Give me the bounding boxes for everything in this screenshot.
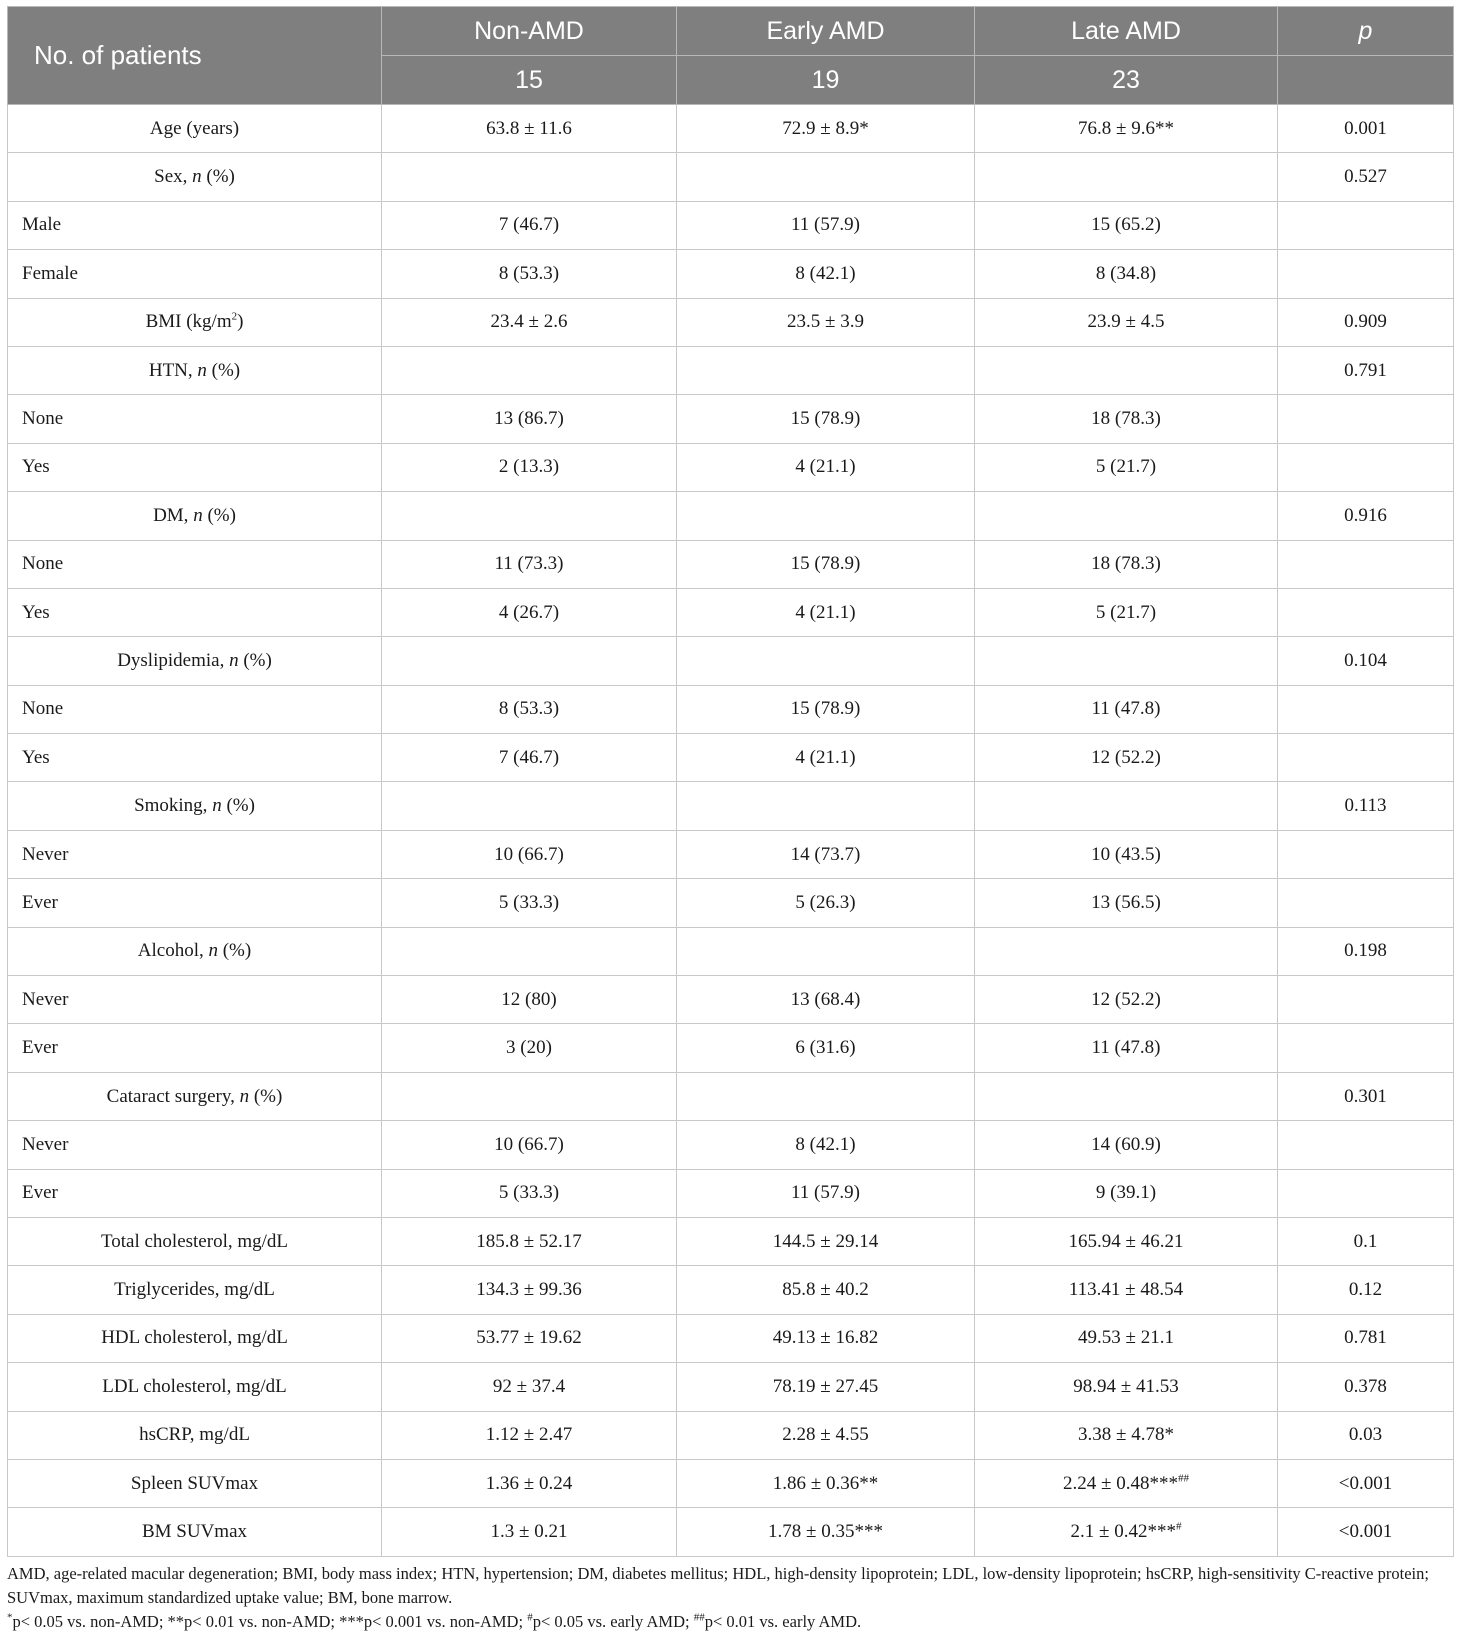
cell-p-value: 0.301 bbox=[1278, 1072, 1454, 1120]
note-text: p< 0.05 vs. early AMD; bbox=[532, 1611, 694, 1631]
patient-characteristics-table bbox=[7, 6, 1454, 1557]
cell-non-amd: 3 (20) bbox=[382, 1024, 677, 1072]
row-label bbox=[8, 782, 382, 830]
cell-p-value bbox=[1278, 588, 1454, 636]
label-text: (%) bbox=[249, 1085, 283, 1107]
label-italic: n bbox=[208, 940, 218, 962]
cell-early-amd bbox=[677, 1072, 975, 1120]
header-n-early-amd: 19 bbox=[677, 56, 975, 105]
cell-early-amd bbox=[677, 153, 975, 201]
table-row bbox=[8, 1121, 1454, 1169]
row-label: Female bbox=[8, 250, 382, 298]
cell-late-amd bbox=[975, 782, 1278, 830]
cell-p-value: <0.001 bbox=[1278, 1459, 1454, 1507]
cell-late-amd: 49.53 ± 21.1 bbox=[975, 1314, 1278, 1362]
row-label: Never bbox=[8, 830, 382, 878]
cell-p-value: 0.527 bbox=[1278, 153, 1454, 201]
cell-late-amd: 15 (65.2) bbox=[975, 201, 1278, 249]
cell-late-amd bbox=[975, 1072, 1278, 1120]
cell-early-amd: 23.5 ± 3.9 bbox=[677, 298, 975, 346]
cell-non-amd: 12 (80) bbox=[382, 976, 677, 1024]
label-text: Dyslipidemia, bbox=[117, 649, 230, 671]
cell-non-amd: 1.36 ± 0.24 bbox=[382, 1459, 677, 1507]
table-row bbox=[8, 443, 1454, 491]
cell-late-amd bbox=[975, 927, 1278, 975]
cell-late-amd: 10 (43.5) bbox=[975, 830, 1278, 878]
cell-late-amd: 5 (21.7) bbox=[975, 443, 1278, 491]
cell-early-amd bbox=[677, 346, 975, 394]
row-label: Ever bbox=[8, 1169, 382, 1217]
cell-p-value bbox=[1278, 734, 1454, 782]
cell-early-amd: 15 (78.9) bbox=[677, 395, 975, 443]
row-label bbox=[8, 637, 382, 685]
label-italic: n bbox=[212, 795, 222, 817]
cell-early-amd bbox=[677, 927, 975, 975]
cell-value: 2.1 ± 0.42*** bbox=[1070, 1521, 1176, 1543]
label-text: (%) bbox=[202, 504, 236, 526]
cell-p-value bbox=[1278, 879, 1454, 927]
row-label: Never bbox=[8, 976, 382, 1024]
header-group-late-amd: Late AMD bbox=[975, 7, 1278, 56]
row-label: Never bbox=[8, 1121, 382, 1169]
cell-late-amd bbox=[975, 153, 1278, 201]
cell-non-amd bbox=[382, 346, 677, 394]
cell-late-amd: 11 (47.8) bbox=[975, 685, 1278, 733]
cell-early-amd: 8 (42.1) bbox=[677, 250, 975, 298]
row-label: None bbox=[8, 540, 382, 588]
cell-late-amd: 18 (78.3) bbox=[975, 540, 1278, 588]
cell-non-amd: 1.12 ± 2.47 bbox=[382, 1411, 677, 1459]
cell-p-value: 0.001 bbox=[1278, 105, 1454, 153]
table-row bbox=[8, 153, 1454, 201]
cell-late-amd: 3.38 ± 4.78* bbox=[975, 1411, 1278, 1459]
label-text: (%) bbox=[206, 359, 241, 381]
cell-early-amd: 78.19 ± 27.45 bbox=[677, 1363, 975, 1411]
table-row bbox=[8, 540, 1454, 588]
label-text: (%) bbox=[217, 940, 252, 962]
label-text: DM, bbox=[153, 504, 194, 526]
table-row bbox=[8, 1314, 1454, 1362]
abbreviations-note: AMD, age-related macular degeneration; BMI, body mass index; HTN, hypertension; DM, diabetes mellitus; HDL, high-density lipoprotein; LDL, low-density lipoprotein; hsCRP, high-sensitivity C-reactive protein; SUVmax, maximum standardized uptake value; BM, bone marrow. bbox=[7, 1563, 1429, 1607]
cell-non-amd: 4 (26.7) bbox=[382, 588, 677, 636]
row-label: LDL cholesterol, mg/dL bbox=[8, 1363, 382, 1411]
row-label: None bbox=[8, 685, 382, 733]
label-text: HTN, bbox=[148, 359, 198, 381]
row-label: BM SUVmax bbox=[8, 1508, 382, 1556]
row-label bbox=[8, 1072, 382, 1120]
cell-early-amd: 1.78 ± 0.35*** bbox=[677, 1508, 975, 1556]
table-row bbox=[8, 346, 1454, 394]
cell-early-amd: 144.5 ± 29.14 bbox=[677, 1217, 975, 1265]
cell-early-amd bbox=[677, 637, 975, 685]
label-italic: n bbox=[197, 359, 207, 381]
row-label: Yes bbox=[8, 734, 382, 782]
label-superscript: 2 bbox=[231, 310, 238, 323]
header-group-early-amd: Early AMD bbox=[677, 7, 975, 56]
cell-early-amd: 5 (26.3) bbox=[677, 879, 975, 927]
row-label: Ever bbox=[8, 879, 382, 927]
label-italic: n bbox=[239, 1085, 250, 1107]
cell-early-amd: 6 (31.6) bbox=[677, 1024, 975, 1072]
cell-early-amd: 1.86 ± 0.36** bbox=[677, 1459, 975, 1507]
cell-p-value bbox=[1278, 1024, 1454, 1072]
cell-non-amd bbox=[382, 153, 677, 201]
cell-p-value: 0.916 bbox=[1278, 492, 1454, 540]
cell-p-value bbox=[1278, 201, 1454, 249]
cell-late-amd: 5 (21.7) bbox=[975, 588, 1278, 636]
row-label bbox=[8, 346, 382, 394]
cell-non-amd: 5 (33.3) bbox=[382, 1169, 677, 1217]
cell-p-value bbox=[1278, 443, 1454, 491]
label-italic: n bbox=[229, 649, 239, 671]
label-text: Sex, bbox=[154, 166, 193, 188]
table-row bbox=[8, 105, 1454, 153]
cell-p-value bbox=[1278, 540, 1454, 588]
cell-non-amd: 7 (46.7) bbox=[382, 734, 677, 782]
cell-non-amd: 2 (13.3) bbox=[382, 443, 677, 491]
row-label: Yes bbox=[8, 443, 382, 491]
table-row bbox=[8, 588, 1454, 636]
cell-p-value: 0.378 bbox=[1278, 1363, 1454, 1411]
table-row bbox=[8, 1024, 1454, 1072]
cell-late-amd: 11 (47.8) bbox=[975, 1024, 1278, 1072]
cell-late-amd bbox=[975, 1459, 1278, 1507]
table-row bbox=[8, 1508, 1454, 1556]
cell-p-value bbox=[1278, 685, 1454, 733]
cell-non-amd: 5 (33.3) bbox=[382, 879, 677, 927]
cell-non-amd: 134.3 ± 99.36 bbox=[382, 1266, 677, 1314]
cell-p-value: 0.104 bbox=[1278, 637, 1454, 685]
label-text: (%) bbox=[238, 649, 272, 671]
cell-p-value: 0.781 bbox=[1278, 1314, 1454, 1362]
cell-p-value bbox=[1278, 1121, 1454, 1169]
label-text: Alcohol, bbox=[137, 940, 209, 962]
cell-non-amd: 1.3 ± 0.21 bbox=[382, 1508, 677, 1556]
note-superscript: ## bbox=[693, 1611, 705, 1624]
cell-non-amd: 8 (53.3) bbox=[382, 685, 677, 733]
cell-p-value: 0.1 bbox=[1278, 1217, 1454, 1265]
cell-late-amd: 8 (34.8) bbox=[975, 250, 1278, 298]
table-header bbox=[8, 7, 1454, 105]
table-row bbox=[8, 492, 1454, 540]
cell-late-amd: 18 (78.3) bbox=[975, 395, 1278, 443]
cell-p-value bbox=[1278, 250, 1454, 298]
significance-note bbox=[7, 1610, 1453, 1634]
cell-early-amd: 2.28 ± 4.55 bbox=[677, 1411, 975, 1459]
label-italic: n bbox=[193, 504, 203, 526]
table-row bbox=[8, 734, 1454, 782]
cell-early-amd: 14 (73.7) bbox=[677, 830, 975, 878]
cell-non-amd: 185.8 ± 52.17 bbox=[382, 1217, 677, 1265]
label-italic: n bbox=[192, 166, 202, 188]
header-n-late-amd: 23 bbox=[975, 56, 1278, 105]
cell-non-amd: 53.77 ± 19.62 bbox=[382, 1314, 677, 1362]
cell-late-amd bbox=[975, 637, 1278, 685]
table-row bbox=[8, 1363, 1454, 1411]
note-superscript: # bbox=[527, 1611, 533, 1624]
row-label bbox=[8, 492, 382, 540]
cell-late-amd: 13 (56.5) bbox=[975, 879, 1278, 927]
note-text: p< 0.05 vs. non-AMD; **p< 0.01 vs. non-AMD; ***p< 0.001 vs. non-AMD; bbox=[12, 1611, 528, 1631]
note-superscript: * bbox=[7, 1611, 13, 1624]
cell-superscript: # bbox=[1175, 1520, 1182, 1533]
cell-early-amd: 85.8 ± 40.2 bbox=[677, 1266, 975, 1314]
table-body bbox=[8, 105, 1454, 1557]
cell-late-amd: 12 (52.2) bbox=[975, 976, 1278, 1024]
cell-late-amd: 12 (52.2) bbox=[975, 734, 1278, 782]
cell-non-amd: 13 (86.7) bbox=[382, 395, 677, 443]
row-label: HDL cholesterol, mg/dL bbox=[8, 1314, 382, 1362]
label-text: ) bbox=[237, 311, 244, 333]
table-row bbox=[8, 1266, 1454, 1314]
row-label bbox=[8, 927, 382, 975]
cell-late-amd: 14 (60.9) bbox=[975, 1121, 1278, 1169]
row-label: Spleen SUVmax bbox=[8, 1459, 382, 1507]
label-text: Cataract surgery, bbox=[106, 1085, 240, 1107]
row-label: None bbox=[8, 395, 382, 443]
cell-non-amd: 10 (66.7) bbox=[382, 830, 677, 878]
row-label: Triglycerides, mg/dL bbox=[8, 1266, 382, 1314]
cell-late-amd: 113.41 ± 48.54 bbox=[975, 1266, 1278, 1314]
row-label: Age (years) bbox=[8, 105, 382, 153]
table-row bbox=[8, 1169, 1454, 1217]
row-label: hsCRP, mg/dL bbox=[8, 1411, 382, 1459]
cell-p-value: 0.03 bbox=[1278, 1411, 1454, 1459]
cell-early-amd: 11 (57.9) bbox=[677, 1169, 975, 1217]
cell-p-value bbox=[1278, 830, 1454, 878]
cell-non-amd: 63.8 ± 11.6 bbox=[382, 105, 677, 153]
row-label bbox=[8, 298, 382, 346]
table-row bbox=[8, 685, 1454, 733]
cell-p-value bbox=[1278, 395, 1454, 443]
table-row bbox=[8, 201, 1454, 249]
cell-early-amd: 15 (78.9) bbox=[677, 540, 975, 588]
row-label: Male bbox=[8, 201, 382, 249]
cell-p-value: 0.198 bbox=[1278, 927, 1454, 975]
table-row bbox=[8, 927, 1454, 975]
label-text: Smoking, bbox=[134, 795, 213, 817]
table-row bbox=[8, 250, 1454, 298]
cell-early-amd: 4 (21.1) bbox=[677, 588, 975, 636]
cell-late-amd: 98.94 ± 41.53 bbox=[975, 1363, 1278, 1411]
cell-early-amd: 11 (57.9) bbox=[677, 201, 975, 249]
cell-early-amd: 72.9 ± 8.9* bbox=[677, 105, 975, 153]
cell-p-value: 0.791 bbox=[1278, 346, 1454, 394]
cell-p-value bbox=[1278, 976, 1454, 1024]
label-text: (%) bbox=[221, 795, 255, 817]
cell-early-amd bbox=[677, 782, 975, 830]
cell-early-amd: 13 (68.4) bbox=[677, 976, 975, 1024]
cell-non-amd bbox=[382, 927, 677, 975]
cell-value: 2.24 ± 0.48*** bbox=[1063, 1472, 1178, 1494]
header-n-non-amd: 15 bbox=[382, 56, 677, 105]
row-label: Yes bbox=[8, 588, 382, 636]
cell-p-value: <0.001 bbox=[1278, 1508, 1454, 1556]
cell-p-value: 0.909 bbox=[1278, 298, 1454, 346]
cell-late-amd: 9 (39.1) bbox=[975, 1169, 1278, 1217]
cell-late-amd: 165.94 ± 46.21 bbox=[975, 1217, 1278, 1265]
cell-non-amd: 10 (66.7) bbox=[382, 1121, 677, 1169]
header-corner-label: No. of patients bbox=[8, 7, 382, 105]
table-row bbox=[8, 395, 1454, 443]
cell-late-amd: 23.9 ± 4.5 bbox=[975, 298, 1278, 346]
cell-non-amd: 11 (73.3) bbox=[382, 540, 677, 588]
table-row bbox=[8, 637, 1454, 685]
table-row bbox=[8, 976, 1454, 1024]
cell-p-value: 0.12 bbox=[1278, 1266, 1454, 1314]
cell-non-amd: 8 (53.3) bbox=[382, 250, 677, 298]
cell-early-amd bbox=[677, 492, 975, 540]
table-row bbox=[8, 298, 1454, 346]
cell-early-amd: 4 (21.1) bbox=[677, 443, 975, 491]
cell-non-amd bbox=[382, 782, 677, 830]
header-group-non-amd: Non-AMD bbox=[382, 7, 677, 56]
table-footnotes bbox=[7, 1562, 1453, 1634]
header-n-p-empty bbox=[1278, 56, 1454, 105]
cell-non-amd: 7 (46.7) bbox=[382, 201, 677, 249]
cell-early-amd: 15 (78.9) bbox=[677, 685, 975, 733]
cell-superscript: ## bbox=[1177, 1472, 1189, 1485]
cell-late-amd bbox=[975, 1508, 1278, 1556]
table-row bbox=[8, 1072, 1454, 1120]
cell-early-amd: 8 (42.1) bbox=[677, 1121, 975, 1169]
row-label: Ever bbox=[8, 1024, 382, 1072]
cell-early-amd: 4 (21.1) bbox=[677, 734, 975, 782]
cell-non-amd: 92 ± 37.4 bbox=[382, 1363, 677, 1411]
note-text: p< 0.01 vs. early AMD. bbox=[704, 1611, 862, 1631]
cell-non-amd bbox=[382, 1072, 677, 1120]
row-label bbox=[8, 153, 382, 201]
table-row bbox=[8, 879, 1454, 927]
label-text: (%) bbox=[201, 166, 235, 188]
cell-p-value: 0.113 bbox=[1278, 782, 1454, 830]
cell-non-amd: 23.4 ± 2.6 bbox=[382, 298, 677, 346]
cell-late-amd bbox=[975, 346, 1278, 394]
table-row bbox=[8, 1217, 1454, 1265]
cell-non-amd bbox=[382, 492, 677, 540]
table-row bbox=[8, 782, 1454, 830]
cell-p-value bbox=[1278, 1169, 1454, 1217]
table-row bbox=[8, 1411, 1454, 1459]
table-row bbox=[8, 1459, 1454, 1507]
cell-early-amd: 49.13 ± 16.82 bbox=[677, 1314, 975, 1362]
cell-late-amd: 76.8 ± 9.6** bbox=[975, 105, 1278, 153]
cell-non-amd bbox=[382, 637, 677, 685]
table-row bbox=[8, 830, 1454, 878]
row-label: Total cholesterol, mg/dL bbox=[8, 1217, 382, 1265]
cell-late-amd bbox=[975, 492, 1278, 540]
label-text: BMI (kg/m bbox=[145, 311, 232, 333]
header-p-value: p bbox=[1278, 7, 1454, 56]
